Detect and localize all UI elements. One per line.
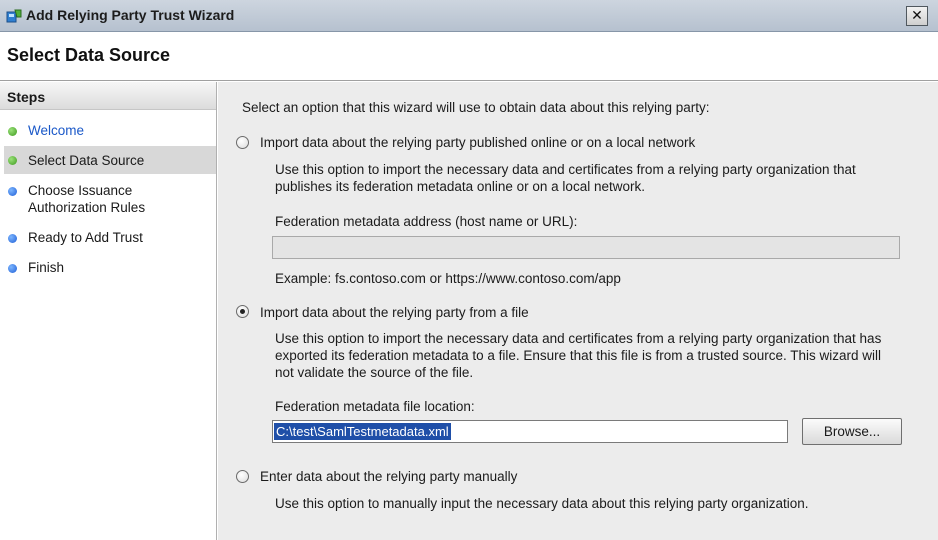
option-online-label[interactable]: Import data about the relying party published online or on a local network — [260, 135, 696, 150]
step-label: Finish — [28, 260, 65, 275]
step-finish[interactable] — [4, 255, 216, 279]
steps-heading: Steps — [7, 89, 46, 105]
option-file-label[interactable]: Import data about the relying party from a file — [260, 305, 529, 320]
radio-import-from-file[interactable] — [236, 305, 249, 318]
option-file-desc-line1: Use this option to import the necessary data and certificates from a relying party organization that has — [275, 331, 882, 346]
federation-metadata-file-location-input[interactable] — [272, 420, 788, 443]
step-pending-icon — [8, 187, 17, 196]
step-complete-icon — [8, 127, 17, 136]
federation-metadata-address-input[interactable] — [272, 236, 900, 259]
federation-metadata-address-label: Federation metadata address (host name or URL): — [275, 214, 578, 229]
option-file-desc-line2: exported its federation metadata to a file. Ensure that this file is from a trusted source. This wizard will — [275, 348, 882, 363]
file-location-value: C:\test\SamlTestmetadata.xml — [276, 424, 449, 439]
step-ready-to-add-trust[interactable] — [4, 225, 216, 249]
option-manual-desc: Use this option to manually input the necessary data about this relying party organization. — [275, 496, 809, 511]
title-bar — [0, 0, 938, 32]
federation-metadata-file-location-label: Federation metadata file location: — [275, 399, 475, 414]
steps-panel — [0, 82, 217, 540]
address-example-text: Example: fs.contoso.com or https://www.contoso.com/app — [275, 271, 621, 286]
step-label-line1: Choose Issuance — [28, 183, 133, 198]
page-header — [0, 32, 938, 81]
content-panel — [218, 82, 938, 540]
step-complete-icon — [8, 156, 17, 165]
page-title: Select Data Source — [7, 45, 171, 65]
option-manual-label[interactable]: Enter data about the relying party manually — [260, 469, 518, 484]
step-select-data-source[interactable] — [4, 146, 216, 174]
step-pending-icon — [8, 264, 17, 273]
radio-enter-manually[interactable] — [236, 470, 249, 483]
close-icon: ✕ — [911, 7, 923, 23]
radio-import-online[interactable] — [236, 136, 249, 149]
step-label: Ready to Add Trust — [28, 230, 143, 245]
steps-header — [0, 82, 216, 110]
option-online-desc-line1: Use this option to import the necessary data and certificates from a relying party organization that — [275, 162, 856, 177]
window-title: Add Relying Party Trust Wizard — [26, 7, 235, 23]
step-pending-icon — [8, 234, 17, 243]
option-file-desc-line3: not validate the source of the file. — [275, 365, 474, 380]
browse-button-label: Browse... — [823, 424, 881, 439]
step-choose-issuance-authorization-rules[interactable] — [4, 178, 216, 218]
step-label: Welcome — [28, 123, 85, 138]
option-online-desc-line2: publishes its federation metadata online or on a local network. — [275, 179, 645, 194]
intro-text: Select an option that this wizard will use to obtain data about this relying party: — [242, 100, 710, 115]
browse-button[interactable] — [802, 418, 902, 445]
close-button[interactable] — [906, 6, 928, 26]
wizard-app-icon — [6, 8, 22, 24]
step-label: Select Data Source — [28, 153, 145, 168]
step-label-line2: Authorization Rules — [28, 200, 146, 215]
step-welcome[interactable] — [4, 118, 216, 142]
